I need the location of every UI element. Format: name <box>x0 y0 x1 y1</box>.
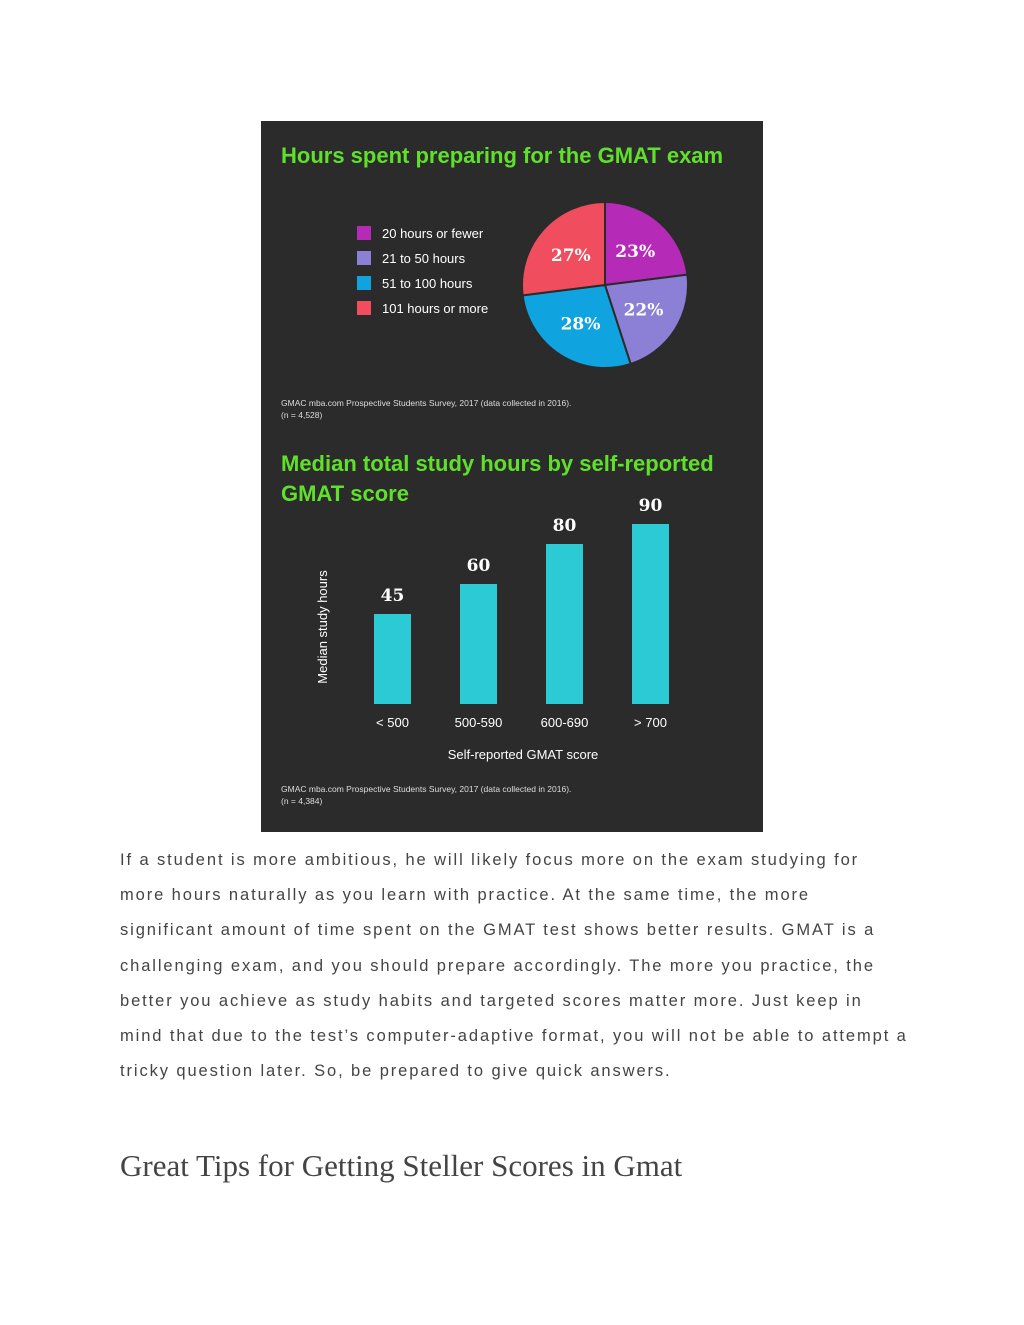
bar-chart-title-line-2: GMAT score <box>281 481 409 506</box>
bar-chart-title-line-1: Median total study hours by self-reported <box>281 451 714 476</box>
pie-label-21-to-50-hours: 22% <box>623 300 664 321</box>
pie-label-20-hours-or-fewer: 23% <box>615 241 656 262</box>
bar-tick-label-500-590: 500-590 <box>454 715 503 730</box>
bar-value-label-500: 45 <box>380 586 405 606</box>
legend-label-101-hours-or-more: 101 hours or more <box>382 301 489 316</box>
legend-label-20-hours-or-fewer: 20 hours or fewer <box>382 226 484 241</box>
section-heading: Great Tips for Getting Steller Scores in Gmat <box>120 1148 683 1183</box>
legend-swatch-51-to-100-hours <box>357 276 371 290</box>
pie-label-51-to-100-hours: 28% <box>560 314 601 335</box>
bar-y-axis-label: Median study hours <box>315 570 330 684</box>
bar-chart <box>374 496 669 730</box>
bar-source-line-2: (n = 4,384) <box>281 796 323 806</box>
bar-x-axis-label: Self-reported GMAT score <box>447 747 599 762</box>
infographic <box>261 121 763 832</box>
bar-value-label-600-690: 80 <box>552 516 577 536</box>
pie-label-101-hours-or-more: 27% <box>550 245 591 266</box>
legend-swatch-21-to-50-hours <box>357 251 371 265</box>
bar-tick-label-600-690: 600-690 <box>540 715 589 730</box>
legend-label-51-to-100-hours: 51 to 100 hours <box>382 276 473 291</box>
bar-500 <box>374 614 411 704</box>
bar-700 <box>632 524 669 704</box>
pie-source-line-2: (n = 4,528) <box>281 410 323 420</box>
pie-chart-title: Hours spent preparing for the GMAT exam <box>281 143 724 168</box>
bar-500-590 <box>460 584 497 704</box>
article-paragraph: If a student is more ambitious, he will likely focus more on the exam studying for more hours naturally as you learn with practice. At the same time, the more significant amount of time spent on the GMAT test shows better results. GMAT is a challenging exam, and you should prepare accordingly. The more you practice, the better you achieve as study habits and targeted scores matter more. Just keep in mind that due to the test’s computer-adaptive format, you will not be able to attempt a tricky question later. So, be prepared to give quick answers. <box>120 851 908 1081</box>
bar-value-label-700: 90 <box>638 496 663 516</box>
bar-tick-label-700: > 700 <box>634 715 667 730</box>
pie-chart <box>522 202 688 368</box>
pie-legend <box>357 226 488 316</box>
infographic-canvas <box>261 121 763 832</box>
bar-value-label-500-590: 60 <box>466 556 491 576</box>
pie-source-line-1: GMAC mba.com Prospective Students Survey, 2017 (data collected in 2016). <box>281 398 572 408</box>
bar-tick-label-500: < 500 <box>376 715 409 730</box>
legend-swatch-20-hours-or-fewer <box>357 226 371 240</box>
bar-source-line-1: GMAC mba.com Prospective Students Survey, 2017 (data collected in 2016). <box>281 784 572 794</box>
legend-label-21-to-50-hours: 21 to 50 hours <box>382 251 466 266</box>
bar-600-690 <box>546 544 583 704</box>
legend-swatch-101-hours-or-more <box>357 301 371 315</box>
